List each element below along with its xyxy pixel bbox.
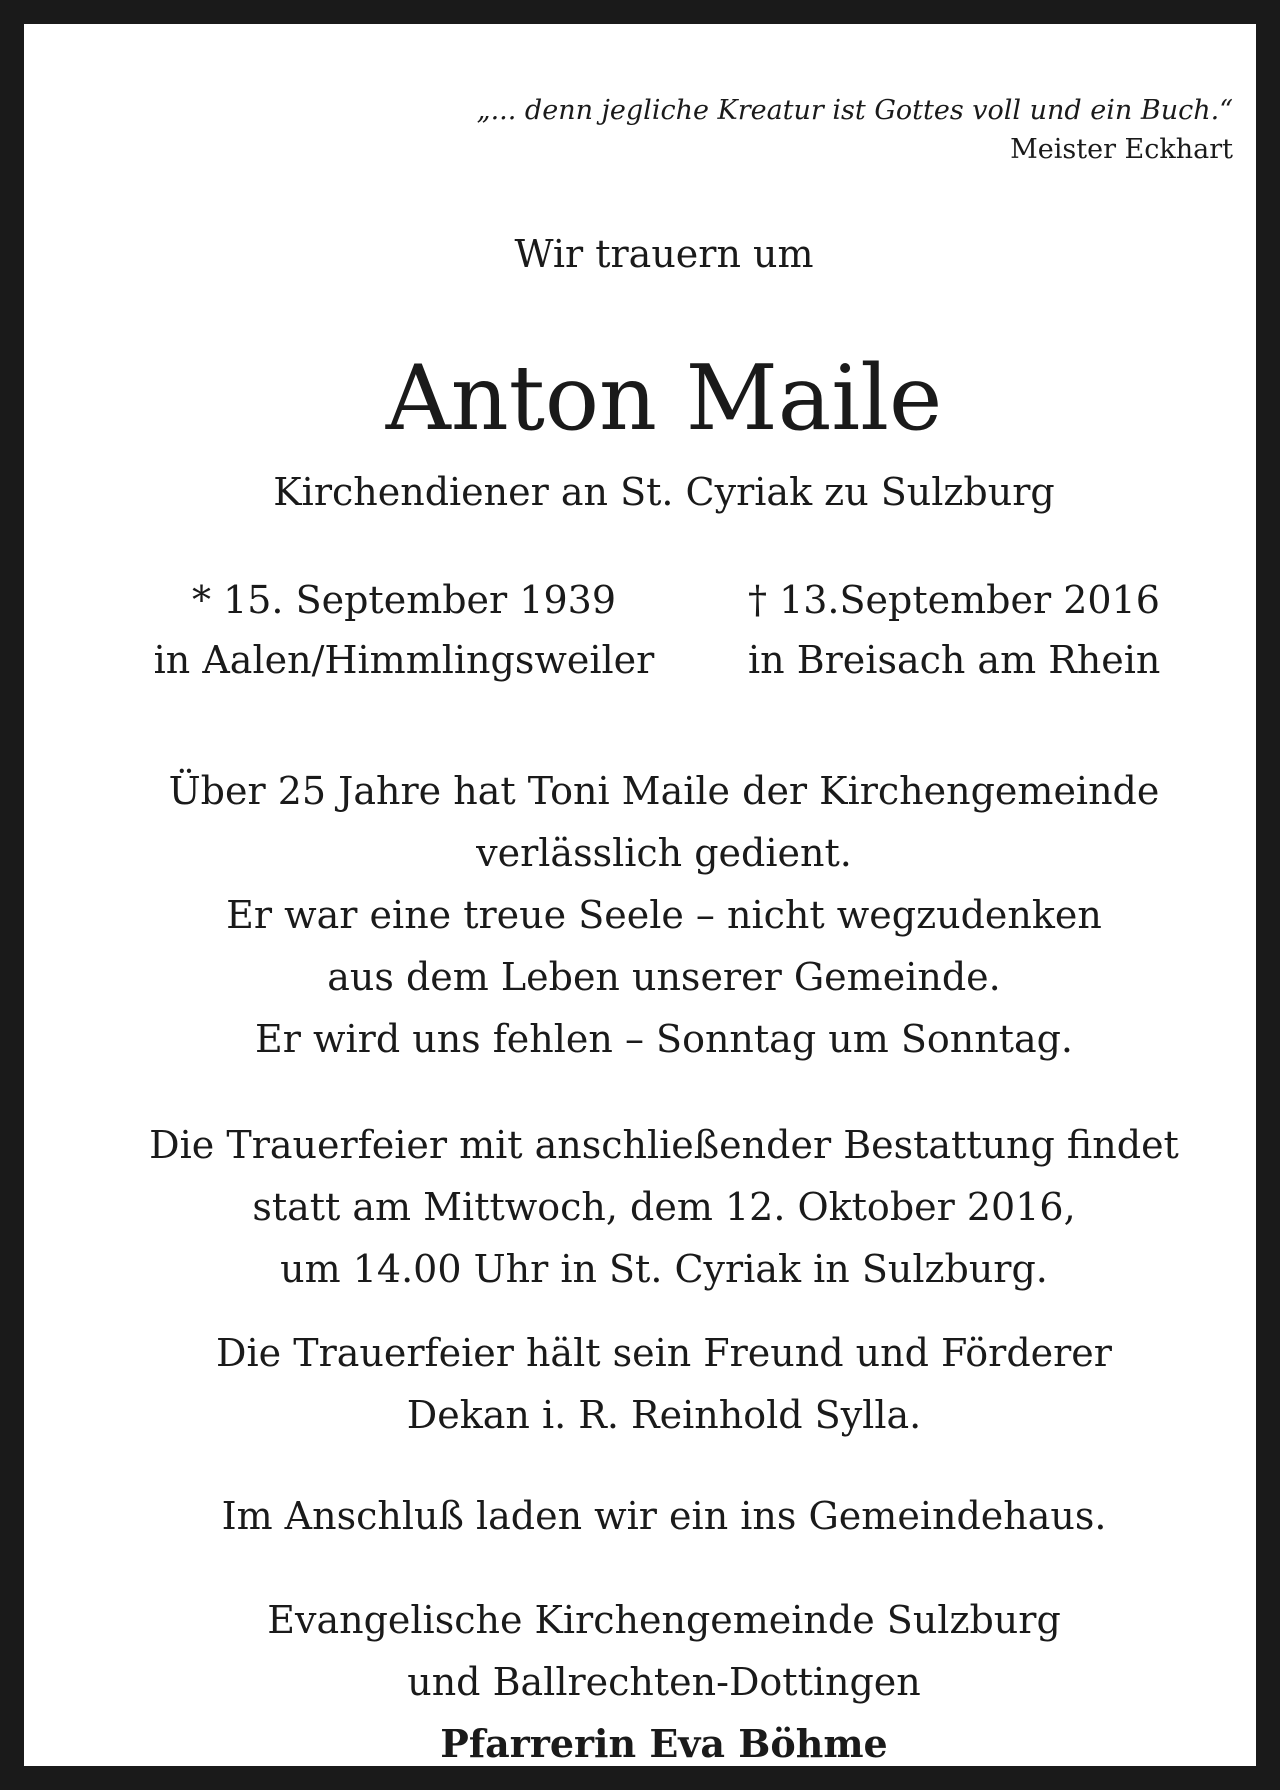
funeral-paragraph (48, 1114, 1280, 1300)
signature-organization-continued: und Ballrechten-Dottingen (407, 1660, 921, 1704)
speaker-line: Dekan i. R. Reinhold Sylla. (406, 1393, 922, 1437)
birth-date: * 15. September 1939 (192, 578, 616, 622)
birth-place: in Aalen/Himmlingsweiler (153, 638, 655, 682)
speaker-line: Die Trauerfeier hält sein Freund und Förderer (216, 1331, 1112, 1375)
tribute-line: verlässlich gedient. (476, 831, 852, 875)
motto-author: Meister Eckhart (1010, 134, 1233, 165)
death-place: in Breisach am Rhein (748, 638, 1161, 682)
funeral-line: statt am Mittwoch, dem 12. Oktober 2016, (252, 1185, 1076, 1229)
signature-organization: Evangelische Kirchengemeinde Sulzburg (267, 1598, 1061, 1642)
death-info (748, 570, 1208, 690)
invitation-text: Im Anschluß laden wir ein ins Gemeindehaus. (221, 1494, 1107, 1538)
tribute-line: Er war eine treue Seele – nicht wegzudenken (226, 893, 1102, 937)
birth-info (144, 570, 664, 690)
death-date: † 13.September 2016 (748, 578, 1160, 622)
signature-signer: Pfarrerin Eva Böhme (440, 1721, 888, 1766)
funeral-line: um 14.00 Uhr in St. Cyriak in Sulzburg. (280, 1247, 1048, 1291)
tribute-line: Über 25 Jahre hat Toni Maile der Kirchengemeinde (168, 769, 1160, 813)
deceased-role: Kirchendiener an St. Cyriak zu Sulzburg (273, 470, 1055, 514)
motto (477, 92, 1233, 170)
tribute-line: Er wird uns fehlen – Sonntag um Sonntag. (254, 1017, 1074, 1061)
speaker-paragraph (48, 1322, 1280, 1446)
tribute-line: aus dem Leben unserer Gemeinde. (327, 955, 1001, 999)
funeral-line: Die Trauerfeier mit anschließender Bestattung findet (149, 1123, 1179, 1167)
motto-quote: „... denn jegliche Kreatur ist Gottes voll und ein Buch.“ (476, 95, 1233, 126)
obituary-notice (48, 48, 1280, 1790)
tribute-paragraph (48, 760, 1280, 1070)
signature-block (48, 1589, 1280, 1775)
intro-text: Wir trauern um (514, 232, 814, 276)
life-dates (48, 570, 1280, 690)
deceased-name: Anton Maile (385, 346, 943, 451)
